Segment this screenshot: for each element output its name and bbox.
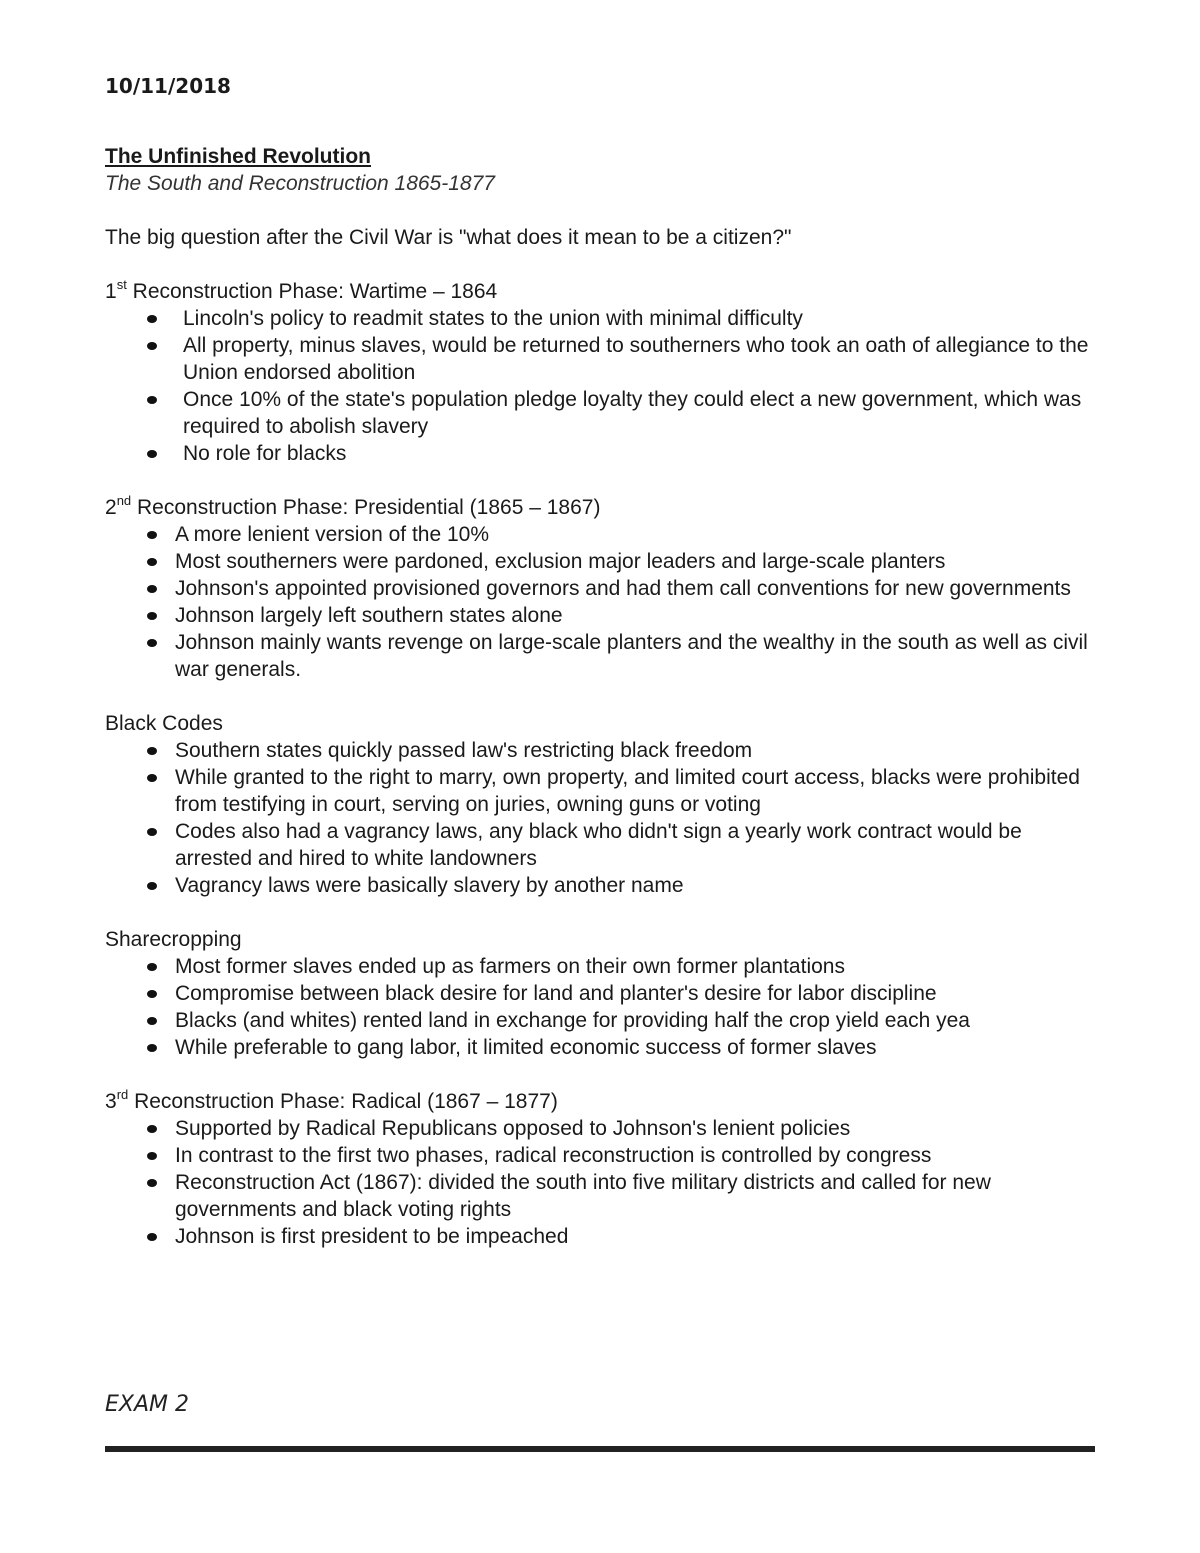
section-phase-2 (105, 494, 1095, 683)
section-phase-1 (105, 278, 1095, 467)
bullet-list (105, 305, 1095, 467)
bullet-icon (147, 1179, 157, 1187)
list-item: Most southerners were pardoned, exclusion major leaders and large-scale planters (105, 548, 1095, 575)
section-heading: 3rd Reconstruction Phase: Radical (1867 – 1877) (105, 1087, 558, 1113)
bullet-list (105, 953, 1095, 1061)
list-item: In contrast to the first two phases, radical reconstruction is controlled by congress (105, 1142, 1095, 1169)
section-heading: 1st Reconstruction Phase: Wartime – 1864 (105, 277, 498, 303)
section-heading: Black Codes (105, 712, 223, 735)
list-item: A more lenient version of the 10% (105, 521, 1095, 548)
document-subtitle: The South and Reconstruction 1865-1877 (105, 172, 495, 195)
bullet-icon (147, 612, 157, 620)
bullet-icon (147, 774, 157, 782)
footer-divider (105, 1446, 1095, 1452)
list-item: Codes also had a vagrancy laws, any black who didn't sign a yearly work contract would be arrested and hired to white landowners (105, 818, 1095, 872)
bullet-icon (147, 342, 157, 350)
bullet-icon (147, 450, 157, 458)
section-phase-3 (105, 1088, 1095, 1250)
list-item: Lincoln's policy to readmit states to the union with minimal difficulty (105, 305, 1095, 332)
bullet-icon (147, 396, 157, 404)
footer-label: EXAM 2 (105, 1392, 189, 1417)
list-item: Reconstruction Act (1867): divided the south into five military districts and called for new governments and black voting rights (105, 1169, 1095, 1223)
list-item: While granted to the right to marry, own property, and limited court access, blacks were prohibited from testifying in court, serving on juries, owning guns or voting (105, 764, 1095, 818)
bullet-list (105, 737, 1095, 899)
list-item: Johnson's appointed provisioned governors and had them call conventions for new governments (105, 575, 1095, 602)
section-black-codes (105, 710, 1095, 899)
section-heading: Sharecropping (105, 928, 242, 951)
bullet-icon (147, 1233, 157, 1241)
bullet-icon (147, 882, 157, 890)
bullet-list (105, 521, 1095, 683)
list-item: Blacks (and whites) rented land in exchange for providing half the crop yield each yea (105, 1007, 1095, 1034)
list-item: Once 10% of the state's population pledge loyalty they could elect a new government, which was required to abolish slavery (105, 386, 1095, 440)
bullet-icon (147, 747, 157, 755)
bullet-icon (147, 1152, 157, 1160)
intro-paragraph: The big question after the Civil War is "what does it mean to be a citizen?" (105, 226, 792, 249)
list-item: No role for blacks (105, 440, 1095, 467)
document-date: 10/11/2018 (105, 74, 231, 98)
bullet-icon (147, 828, 157, 836)
bullet-list (105, 1115, 1095, 1250)
list-item: Johnson mainly wants revenge on large-scale planters and the wealthy in the south as well as civil war generals. (105, 629, 1095, 683)
bullet-icon (147, 1044, 157, 1052)
bullet-icon (147, 315, 157, 323)
bullet-icon (147, 531, 157, 539)
bullet-icon (147, 990, 157, 998)
document-title: The Unfinished Revolution (105, 145, 371, 168)
list-item: Johnson largely left southern states alone (105, 602, 1095, 629)
bullet-icon (147, 639, 157, 647)
document-body (105, 72, 1095, 1250)
list-item: Vagrancy laws were basically slavery by another name (105, 872, 1095, 899)
bullet-icon (147, 1017, 157, 1025)
section-heading: 2nd Reconstruction Phase: Presidential (1865 – 1867) (105, 493, 601, 519)
list-item: While preferable to gang labor, it limited economic success of former slaves (105, 1034, 1095, 1061)
bullet-icon (147, 585, 157, 593)
list-item: Southern states quickly passed law's restricting black freedom (105, 737, 1095, 764)
list-item: Compromise between black desire for land and planter's desire for labor discipline (105, 980, 1095, 1007)
list-item: Supported by Radical Republicans opposed to Johnson's lenient policies (105, 1115, 1095, 1142)
list-item: Most former slaves ended up as farmers on their own former plantations (105, 953, 1095, 980)
bullet-icon (147, 963, 157, 971)
list-item: Johnson is first president to be impeached (105, 1223, 1095, 1250)
list-item: All property, minus slaves, would be returned to southerners who took an oath of allegiance to the Union endorsed abolition (105, 332, 1095, 386)
bullet-icon (147, 1125, 157, 1133)
bullet-icon (147, 558, 157, 566)
section-sharecropping (105, 926, 1095, 1061)
